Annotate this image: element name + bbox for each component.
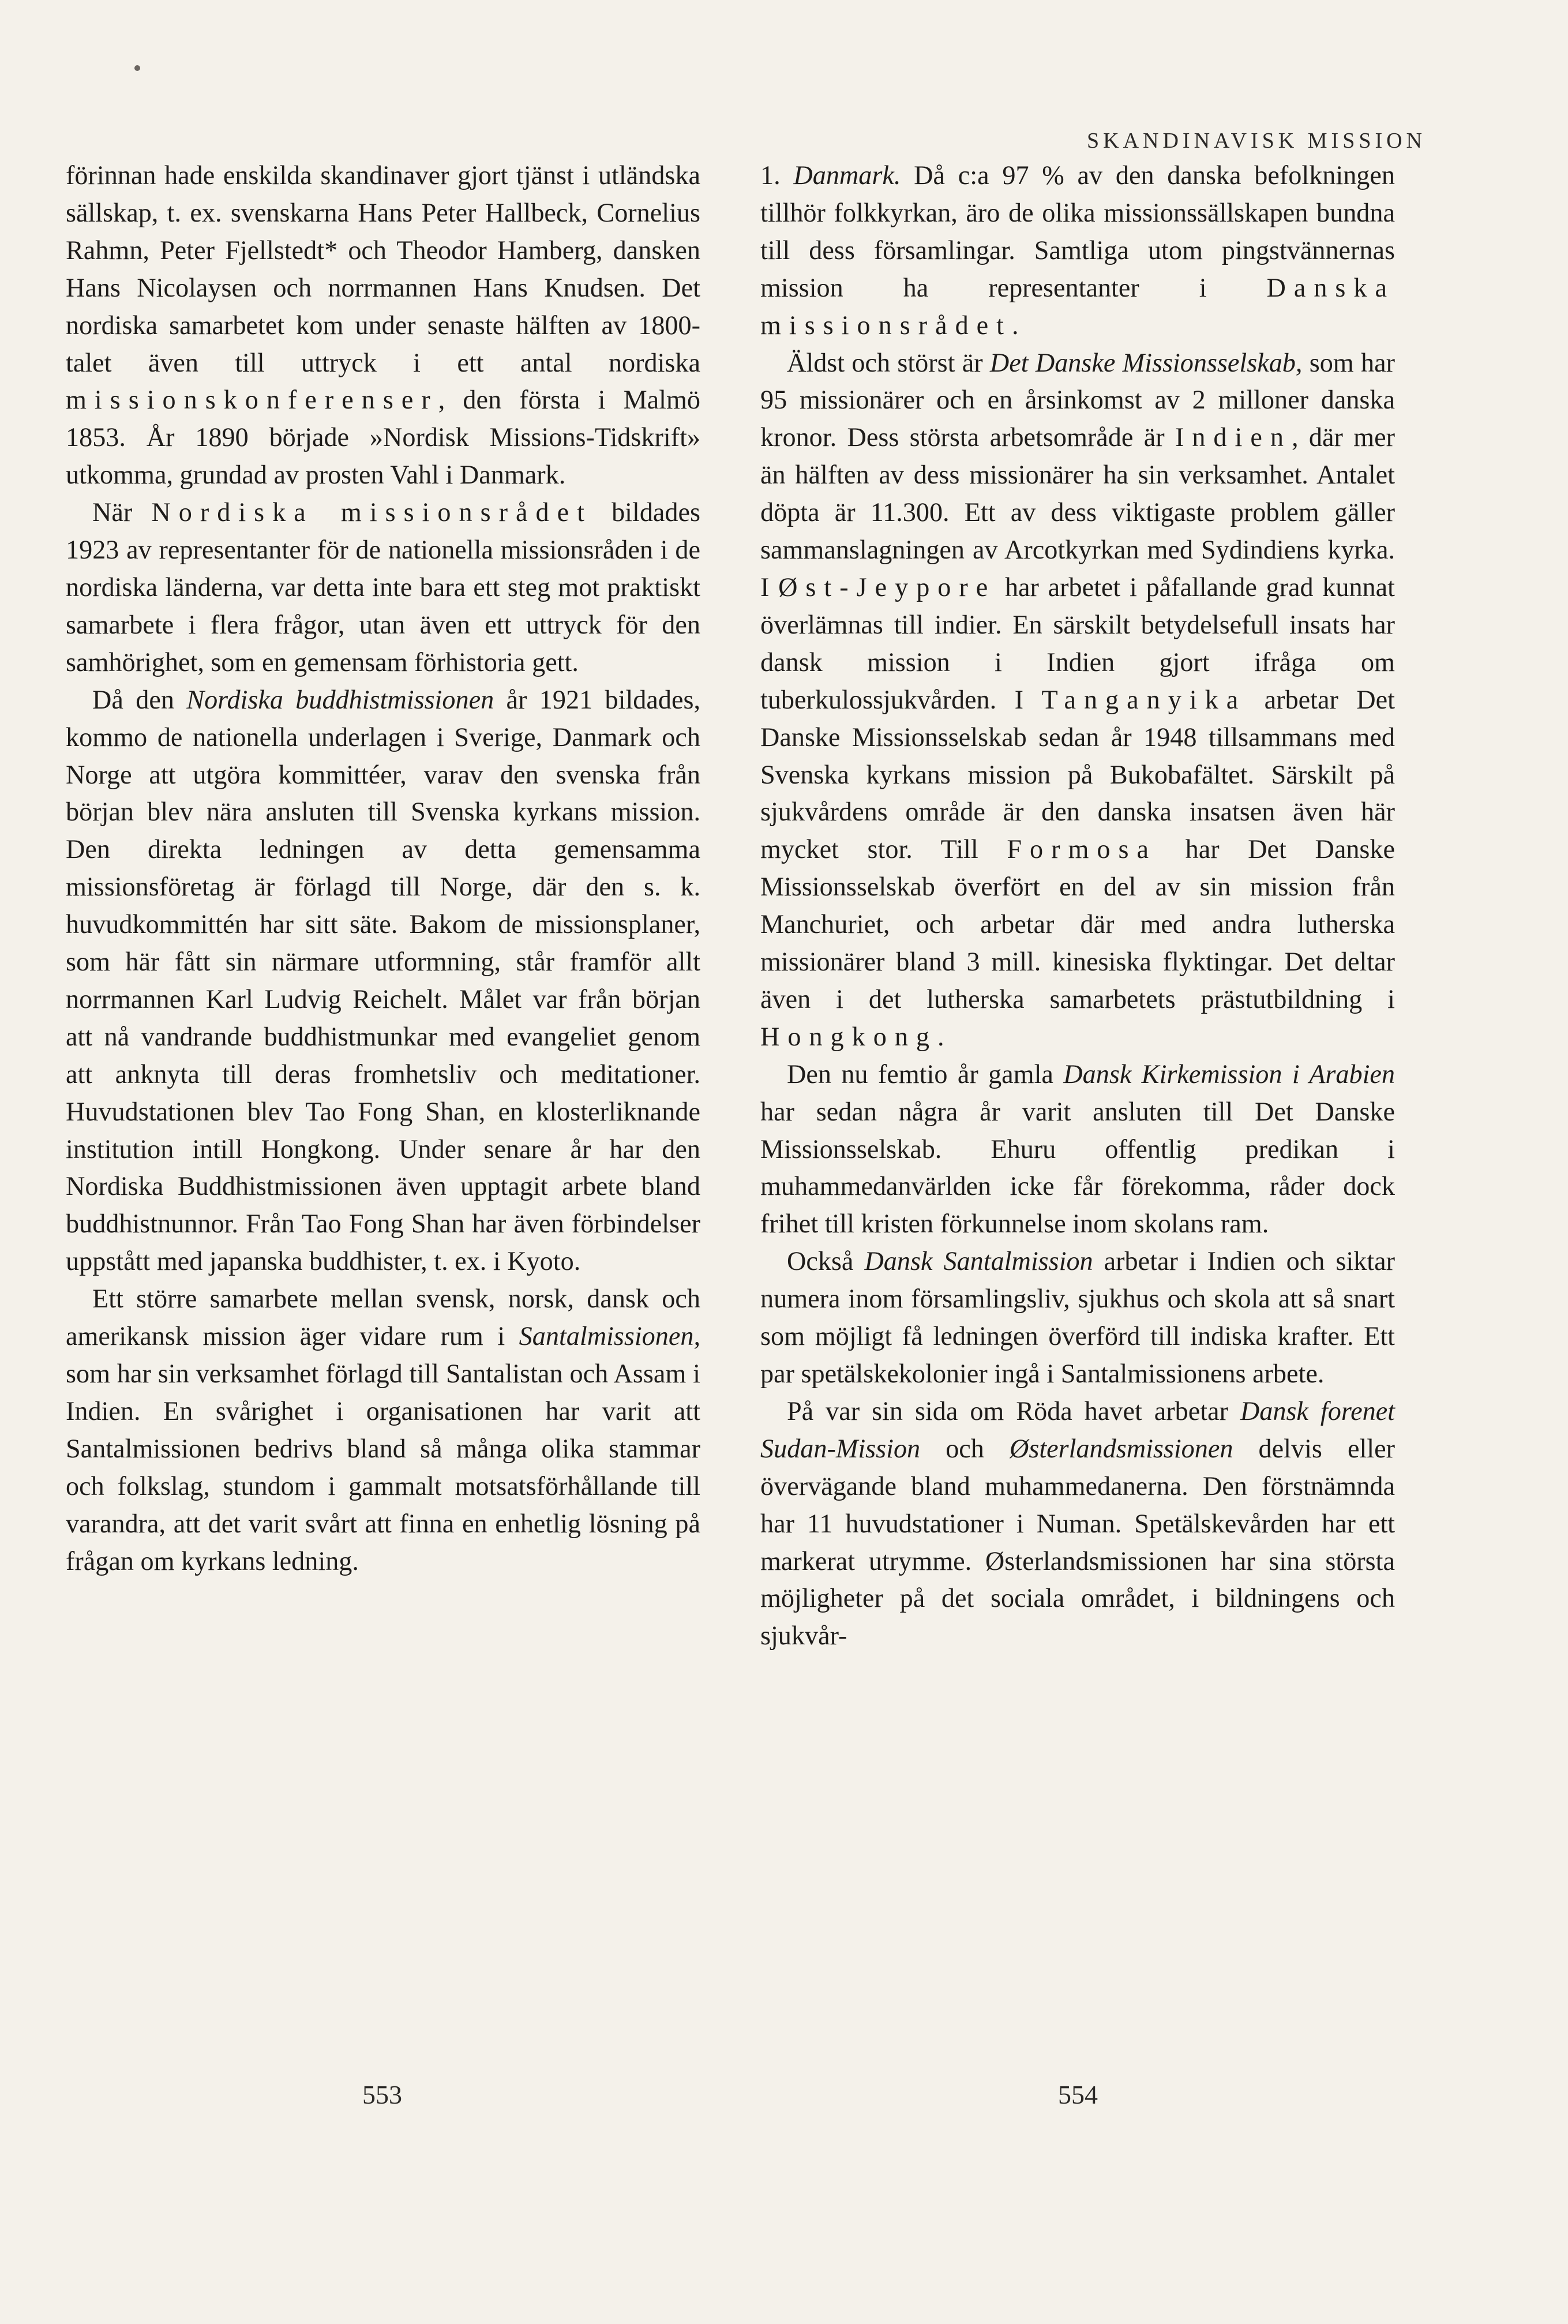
italic-term: Dansk Kirkemission i Arabien — [1063, 1059, 1395, 1089]
italic-term: Dansk forenet Sudan-Mission — [760, 1396, 1395, 1463]
running-head: SKANDINAVISK MISSION — [1087, 129, 1426, 153]
spaced-term: Øst-Jeypore — [778, 572, 996, 602]
spaced-term: missionskonferenser — [66, 385, 438, 415]
paragraph: Också Dansk Santalmission arbetar i Indien och siktar numera inom församlingsliv, sjukhus och skola att så snart som möjligt få ledningen överförd till indiska krafter. Ett par spetälskekolonier ingå i Santalmissionens arbete. — [760, 1246, 1395, 1388]
paragraph: 1. Danmark. Då c:a 97 % av den danska befolkningen tillhör folkkyrkan, äro de olika missionssällskapen bundna till dess församlingar. Samtliga utom pingstvännernas mission ha representanter i Danska missionsrådet. — [760, 160, 1395, 340]
right-column — [760, 157, 1395, 1655]
paragraph: Då den Nordiska buddhistmissionen år 1921 bildades, kommo de nationella underlagen i Sverige, Danmark och Norge att utgöra kommittéer, varav den svenska från början blev nära ansluten till Svenska kyrkans mission. Den direkta ledningen av detta gemensamma missionsföretag är förlagd till Norge, där den s. k. huvudkommittén har sitt säte. Bakom de missionsplaner, som här fått sin närmare utformning, står framför allt norrmannen Karl Ludvig Reichelt. Målet var från början att nå vandrande buddhistmunkar med evangeliet genom att anknyta till deras fromhetsliv och meditationer. Huvudstationen blev Tao Fong Shan, en klosterliknande institution intill Hongkong. Under senare år har den Nordiska Buddhistmissionen även upptagit arbete bland buddhistnunnor. Från Tao Fong Shan har även förbindelser uppstått med japanska buddhister, t. ex. i Kyoto. — [66, 684, 700, 1276]
left-column — [66, 157, 700, 1580]
italic-term: Dansk Santalmission — [864, 1246, 1093, 1276]
italic-term: Nordiska buddhistmissionen — [186, 684, 494, 714]
paragraph: förinnan hade enskilda skandinaver gjort tjänst i utländska sällskap, t. ex. svenskarna Hans Peter Hallbeck, Cornelius Rahmn, Peter Fjellstedt* och Theodor Hamberg, dansken Hans Nicolaysen och norrmannen Hans Knudsen. Det nordiska samarbetet kom under senaste hälften av 1800-talet även till uttryck i ett antal nordiska missionskonferenser, den första i Malmö 1853. År 1890 började »Nordisk Missions-Tidskrift» utkomma, grundad av prosten Vahl i Danmark. — [66, 160, 700, 490]
italic-term: Østerlandsmissionen — [1009, 1433, 1233, 1463]
spaced-term: Hongkong — [760, 1021, 938, 1051]
spaced-term: Indien — [1175, 422, 1292, 452]
paragraph: När Nordiska missionsrådet bildades 1923 av representanter för de nationella missionsråden i de nordiska länderna, var detta inte bara ett steg mot praktiskt samarbete i flera frågor, utan även ett uttryck för den samhörighet, som en gemensam förhistoria gett. — [66, 497, 700, 677]
italic-term: Danmark. — [793, 160, 901, 190]
spaced-term: Tanganyika — [1041, 684, 1247, 714]
page-mark — [134, 65, 140, 71]
page-number-right: 554 — [1058, 2080, 1098, 2109]
spaced-term: Nordiska missionsrådet — [151, 497, 592, 527]
paragraph: På var sin sida om Röda havet arbetar Dansk forenet Sudan-Mission och Østerlandsmissionen delvis eller övervägande bland muhammedanerna. Den förstnämnda har 11 huvudstationer i Numan. Spetälskevården har ett markerat utrymme. Østerlandsmissionen har sina största möjligheter på det sociala området, i bildningens och sjukvår- — [760, 1396, 1395, 1651]
spaced-term: Danska missionsrådet — [760, 272, 1395, 340]
italic-term: Santalmissionen, — [519, 1321, 700, 1351]
italic-term: Det Danske Missionsselskab, — [989, 347, 1303, 377]
page-number-left: 553 — [362, 2080, 402, 2109]
paragraph: Den nu femtio år gamla Dansk Kirkemission i Arabien har sedan några år varit ansluten till Det Danske Missionsselskab. Ehuru offentlig predikan i muhammedanvärlden icke får förekomma, råder dock frihet till kristen förkunnelse inom skolans ram. — [760, 1059, 1395, 1239]
paragraph: Äldst och störst är Det Danske Missionsselskab, som har 95 missionärer och en årsinkomst av 2 milloner danska kronor. Dess största arbetsområde är Indien, där mer än hälften av dess missionärer ha sin verksamhet. Antalet döpta är 11.300. Ett av dess viktigaste problem gäller sammanslagningen av Arcotkyrkan med Sydindiens kyrka. I Øst-Jeypore har arbetet i påfallande grad kunnat överlämnas till indier. En särskilt betydelsefull insats har dansk mission i Indien gjort ifråga om tuberkulossjukvården. I Tanganyika arbetar Det Danske Missionsselskab sedan år 1948 tillsammans med Svenska kyrkans mission på Bukobafältet. Särskilt på sjukvårdens område är den danska insatsen även här mycket stor. Till Formosa har Det Danske Missionsselskab överfört en del av sin mission från Manchuriet, och arbetar där med andra lutherska missionärer bland 3 mill. kinesiska flyktingar. Det deltar även i det lutherska samarbetets prästutbildning i Hongkong. — [760, 347, 1396, 1051]
spaced-term: Formosa — [1007, 834, 1157, 864]
paragraph: Ett större samarbete mellan svensk, norsk, dansk och amerikansk mission äger vidare rum i Santalmissionen, som har sin verksamhet förlagd till Santalistan och Assam i Indien. En svårighet i organisationen har varit att Santalmissionen bedrivs bland så många olika stammar och folkslag, stundom i gammalt motsatsförhållande till varandra, att det varit svårt att finna en enhetlig lösning på frågan om kyrkans ledning. — [66, 1284, 700, 1576]
